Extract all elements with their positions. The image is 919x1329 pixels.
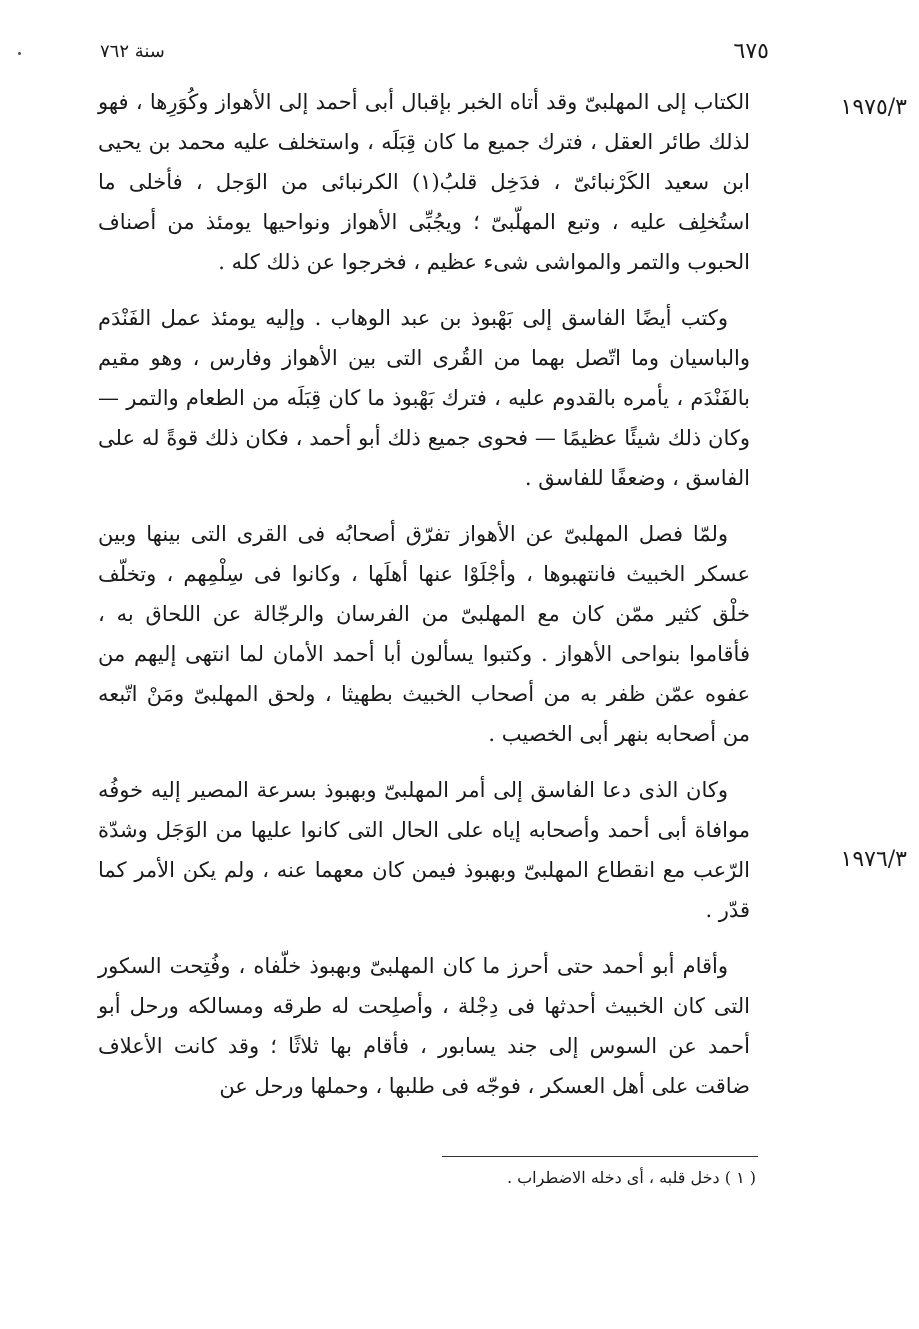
- paragraph: ولمّا فصل المهلبىّ عن الأهواز تفرّق أصحابُه فى القرى التى بينها وبين عسكر الخبيث فانتهبوها ، وأجْلَوْا عنها أهلَها ، وكانوا فى سِلْمِهم ، وتخلّف خلْق كثير ممّن كان مع المهلبىّ من الفرسان والرجّالة عن اللحاق به ، فأقاموا بنواحى الأهواز . وكتبوا يسألون أبا أحمد الأمان لما انتهى إليهم من عفوه عمّن ظفر به من أصحاب الخبيث بطهيثا ، ولحق المهلبىّ ومَنْ اتّبعه من أصحابه بنهر أبى الخصيب .: [98, 522, 750, 746]
- stray-mark: [18, 52, 21, 55]
- margin-reference: ١٩٧٦/٣: [840, 847, 907, 872]
- paragraph: وأقام أبو أحمد حتى أحرز ما كان المهلبىّ وبهبوذ خلّفاه ، وفُتِحت السكور التى كان الخبيث أحدثها فى دِجْلة ، وأصلِحت له طرقه ومسالكه ورحل أبو أحمد عن السوس إلى جند يسابور ، فأقام بها ثلاثًا ؛ وقد كانت الأعلاف ضاقت على أهل العسكر ، فوجّه فى طلبها ، وحملها ورحل عن: [98, 954, 750, 1098]
- main-text: [98, 82, 750, 1106]
- paragraph: وكتب أيضًا الفاسق إلى بَهْبوذ بن عبد الوهاب . وإليه يومئذ عمل الفَنْدَم والباسيان وما اتّصل بهما من القُرى التى بين الأهواز وفارس ، وهو مقيم بالفَنْدَم ، يأمره بالقدوم عليه ، فترك بَهْبوذ ما كان قِبَلَه من الطعام والتمر — وكان ذلك شيئًا عظيمًا — فحوى جميع ذلك أبو أحمد ، فكان ذلك قوةً له على الفاسق ، وضعفًا للفاسق .: [98, 306, 750, 490]
- margin-reference: ١٩٧٥/٣: [840, 95, 907, 120]
- paragraph: الكتاب إلى المهلبىّ وقد أتاه الخبر بإقبال أبى أحمد إلى الأهواز وكُوَرِها ، فهو لذلك طائر العقل ، فترك جميع ما كان قِبَلَه ، واستخلف عليه محمد بن يحيى ابن سعيد الكَرْنبائىّ ، فدَخِل قلبُ(١) الكرنبائى من الوَجل ، فأخلى ما استُخلِف عليه ، وتبع المهلّبىّ ؛ ويجُبِّى الأهواز ونواحيها يومئذ من أصناف الحبوب والتمر والمواشى شىء عظيم ، فخرجوا عن ذلك كله .: [98, 90, 750, 274]
- footnote: ( ١ ) دخل قلبه ، أى دخله الاضطراب .: [506, 1168, 756, 1187]
- running-header-year: سنة ٢٦٧: [100, 41, 165, 62]
- page-number: ٥٧٦: [733, 39, 769, 64]
- paragraph: وكان الذى دعا الفاسق إلى أمر المهلبىّ وبهبوذ بسرعة المصير إليه خوفُه موافاة أبى أحمد وأصحابه إياه على الحال التى كانوا عليها من الوَجَل وشدّة الرّعب مع انقطاع المهلبىّ وبهبوذ فيمن كان معهما عنه ، ولم يكن الأمر كما قدّر .: [98, 778, 750, 922]
- footnote-divider: [442, 1156, 758, 1157]
